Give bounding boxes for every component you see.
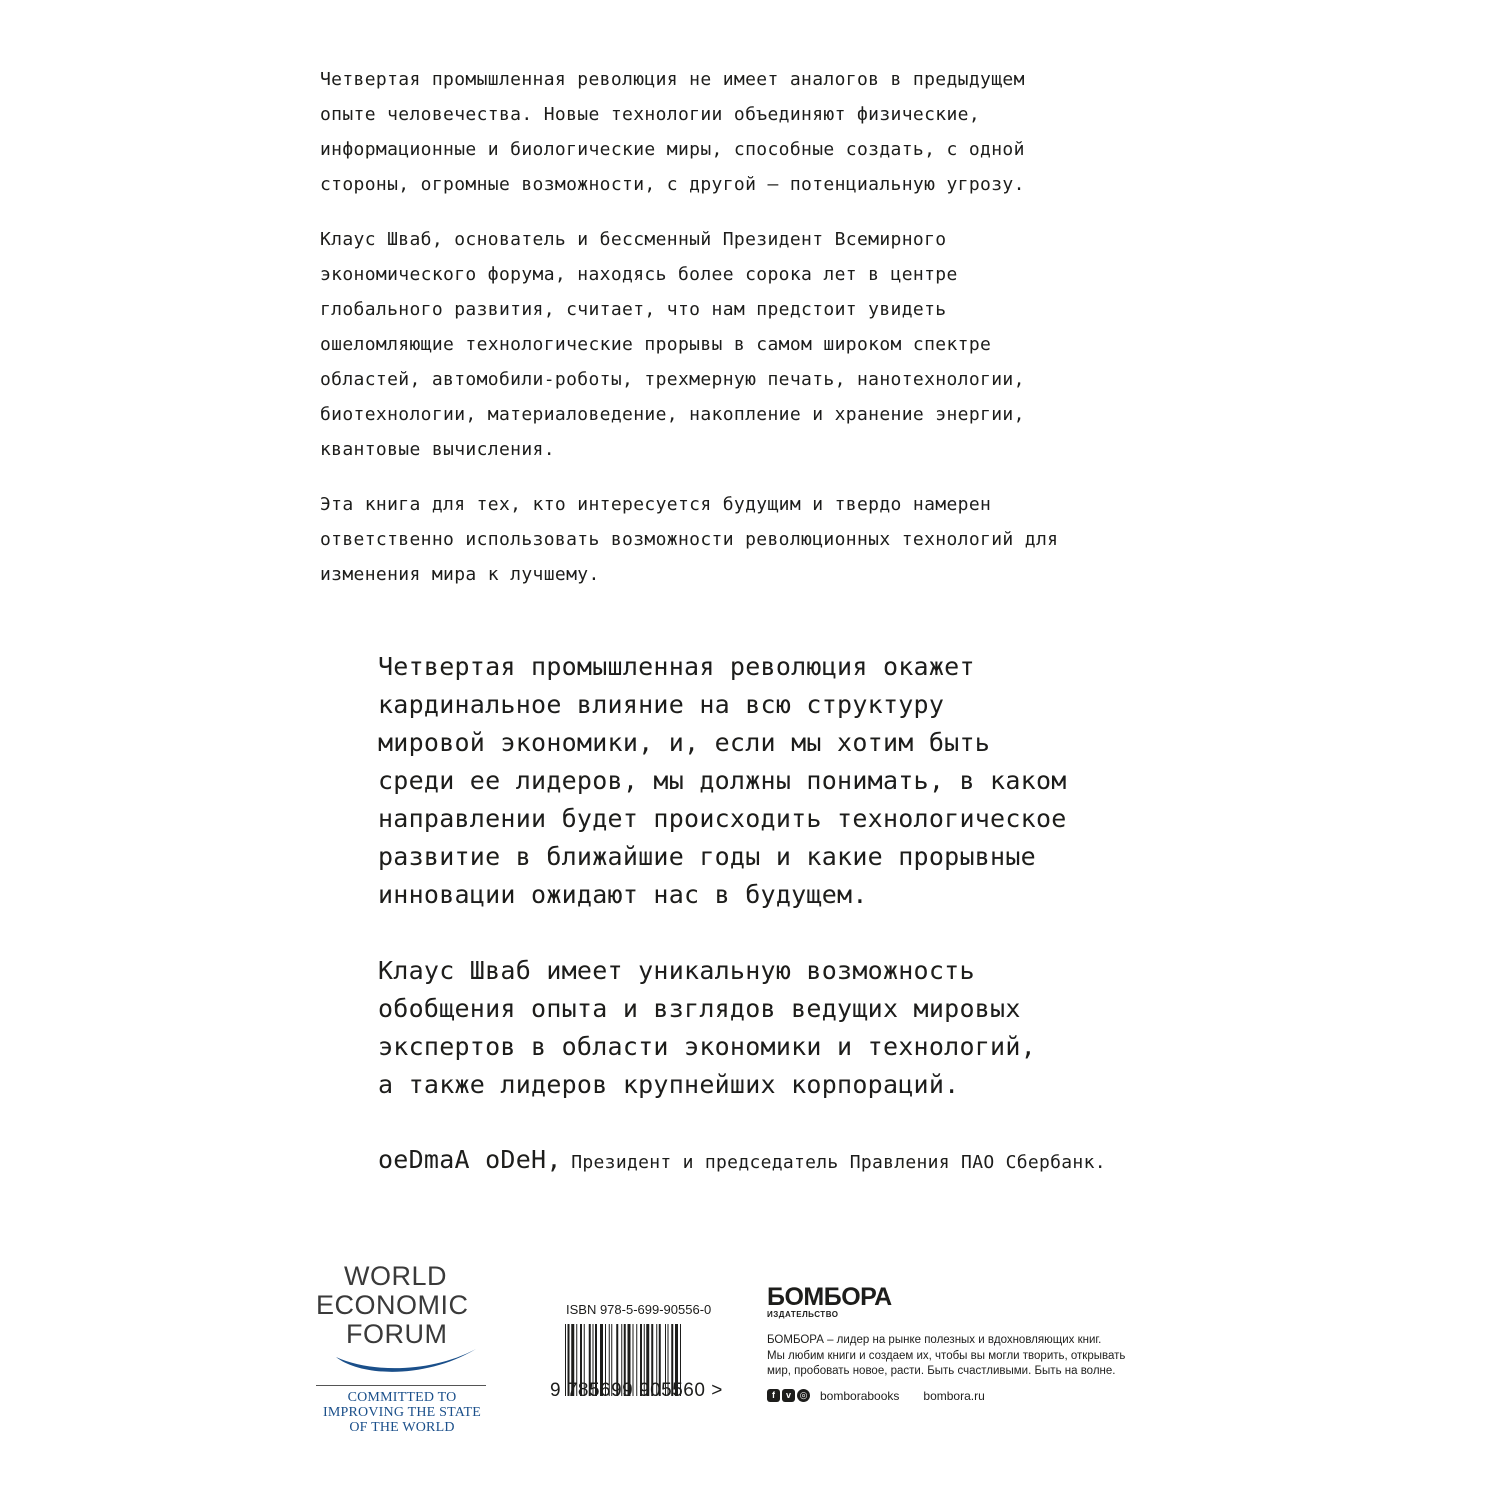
wef-line-economic: ECONOMIC bbox=[316, 1290, 469, 1320]
intro-paragraph-1: Четвертая промышленная революция не имеет аналогов в предыдущем опыте человечества. Новые технологии объединяют физические, информационные и биологические миры, способные создать, с одной стороны, огромные возможности, с другой – потенциальную угрозу. bbox=[320, 69, 1025, 195]
publisher-description-line-3: мир, пробовать новое, расти. Быть счастливыми. Быть на волне. bbox=[767, 1365, 1116, 1377]
instagram-icon: ◎ bbox=[797, 1389, 810, 1402]
facebook-icon: f bbox=[767, 1389, 780, 1402]
isbn-label: ISBN 978-5-699-90556-0 bbox=[566, 1302, 712, 1317]
quote-paragraph-2: Клаус Шваб имеет уникальную возможность обобщения опыта и взглядов ведущих мировых экспертов в области экономики и технологий, а также лидеров крупнейших корпораций. bbox=[378, 956, 1036, 1099]
publisher-website: bombora.ru bbox=[923, 1388, 985, 1403]
intro-paragraph-2: Клаус Шваб, основатель и бессменный Президент Всемирного экономического форума, находясь более сорока лет в центре глобального развития, считает, что нам предстоит увидеть ошеломляющие технологические прорывы в самом широком спектре областей, автомобили-роботы, трехмерную печать, нанотехнологии, биотехнологии, материаловедение, накопление и хранение энергии, квантовые вычисления. bbox=[320, 229, 1025, 460]
wef-logo bbox=[316, 1262, 488, 1435]
publisher-social bbox=[767, 1389, 1167, 1403]
social-handle: bomborabooks bbox=[820, 1388, 900, 1403]
intro-text bbox=[320, 62, 1200, 612]
publisher-description-line-2: Мы любим книги и создаем их, чтобы вы могли творить, открывать bbox=[767, 1349, 1126, 1362]
wef-line-world: WORLD bbox=[344, 1261, 447, 1291]
publisher-subtitle: ИЗДАТЕЛЬСТВО bbox=[767, 1310, 839, 1319]
quote-paragraph-1: Четвертая промышленная революция окажет кардинальное влияние на всю структуру мировой экономики, и, если мы хотим быть среди ее лидеров, мы должны понимать, в каком направлении будет происходить технологическое развитие в ближайшие годы и какие прорывные инновации ожидают нас в будущем. bbox=[378, 652, 1067, 909]
wef-line-forum: FORUM bbox=[346, 1319, 448, 1349]
wef-swoosh-icon bbox=[316, 1343, 486, 1383]
quote-signature bbox=[378, 1145, 1106, 1174]
signature-name: oeDmaA oDeH, bbox=[378, 1145, 562, 1174]
publisher-description-line-1: БОМБОРА – лидер на рынке полезных и вдохновляющих книг. bbox=[767, 1334, 1102, 1346]
wef-tagline-1: COMMITTED TO bbox=[347, 1390, 457, 1405]
publisher-logo: БОМБОРА bbox=[767, 1283, 892, 1311]
wef-divider bbox=[316, 1385, 486, 1386]
endorsement-quote bbox=[378, 648, 1198, 1142]
publisher-description bbox=[767, 1333, 1167, 1380]
barcode-digits: 9 785699 905560 > bbox=[550, 1380, 723, 1401]
wef-tagline-2: IMPROVING THE STATE bbox=[323, 1405, 481, 1420]
signature-role: Президент и председатель Правления ПАО Сбербанк. bbox=[571, 1152, 1106, 1173]
vk-icon: v bbox=[782, 1389, 795, 1402]
publisher-block bbox=[767, 1284, 1167, 1403]
intro-paragraph-3: Эта книга для тех, кто интересуется будущим и твердо намерен ответственно использовать возможности революционных технологий для изменения мира к лучшему. bbox=[320, 494, 1059, 585]
wef-tagline-3: OF THE WORLD bbox=[349, 1420, 455, 1435]
